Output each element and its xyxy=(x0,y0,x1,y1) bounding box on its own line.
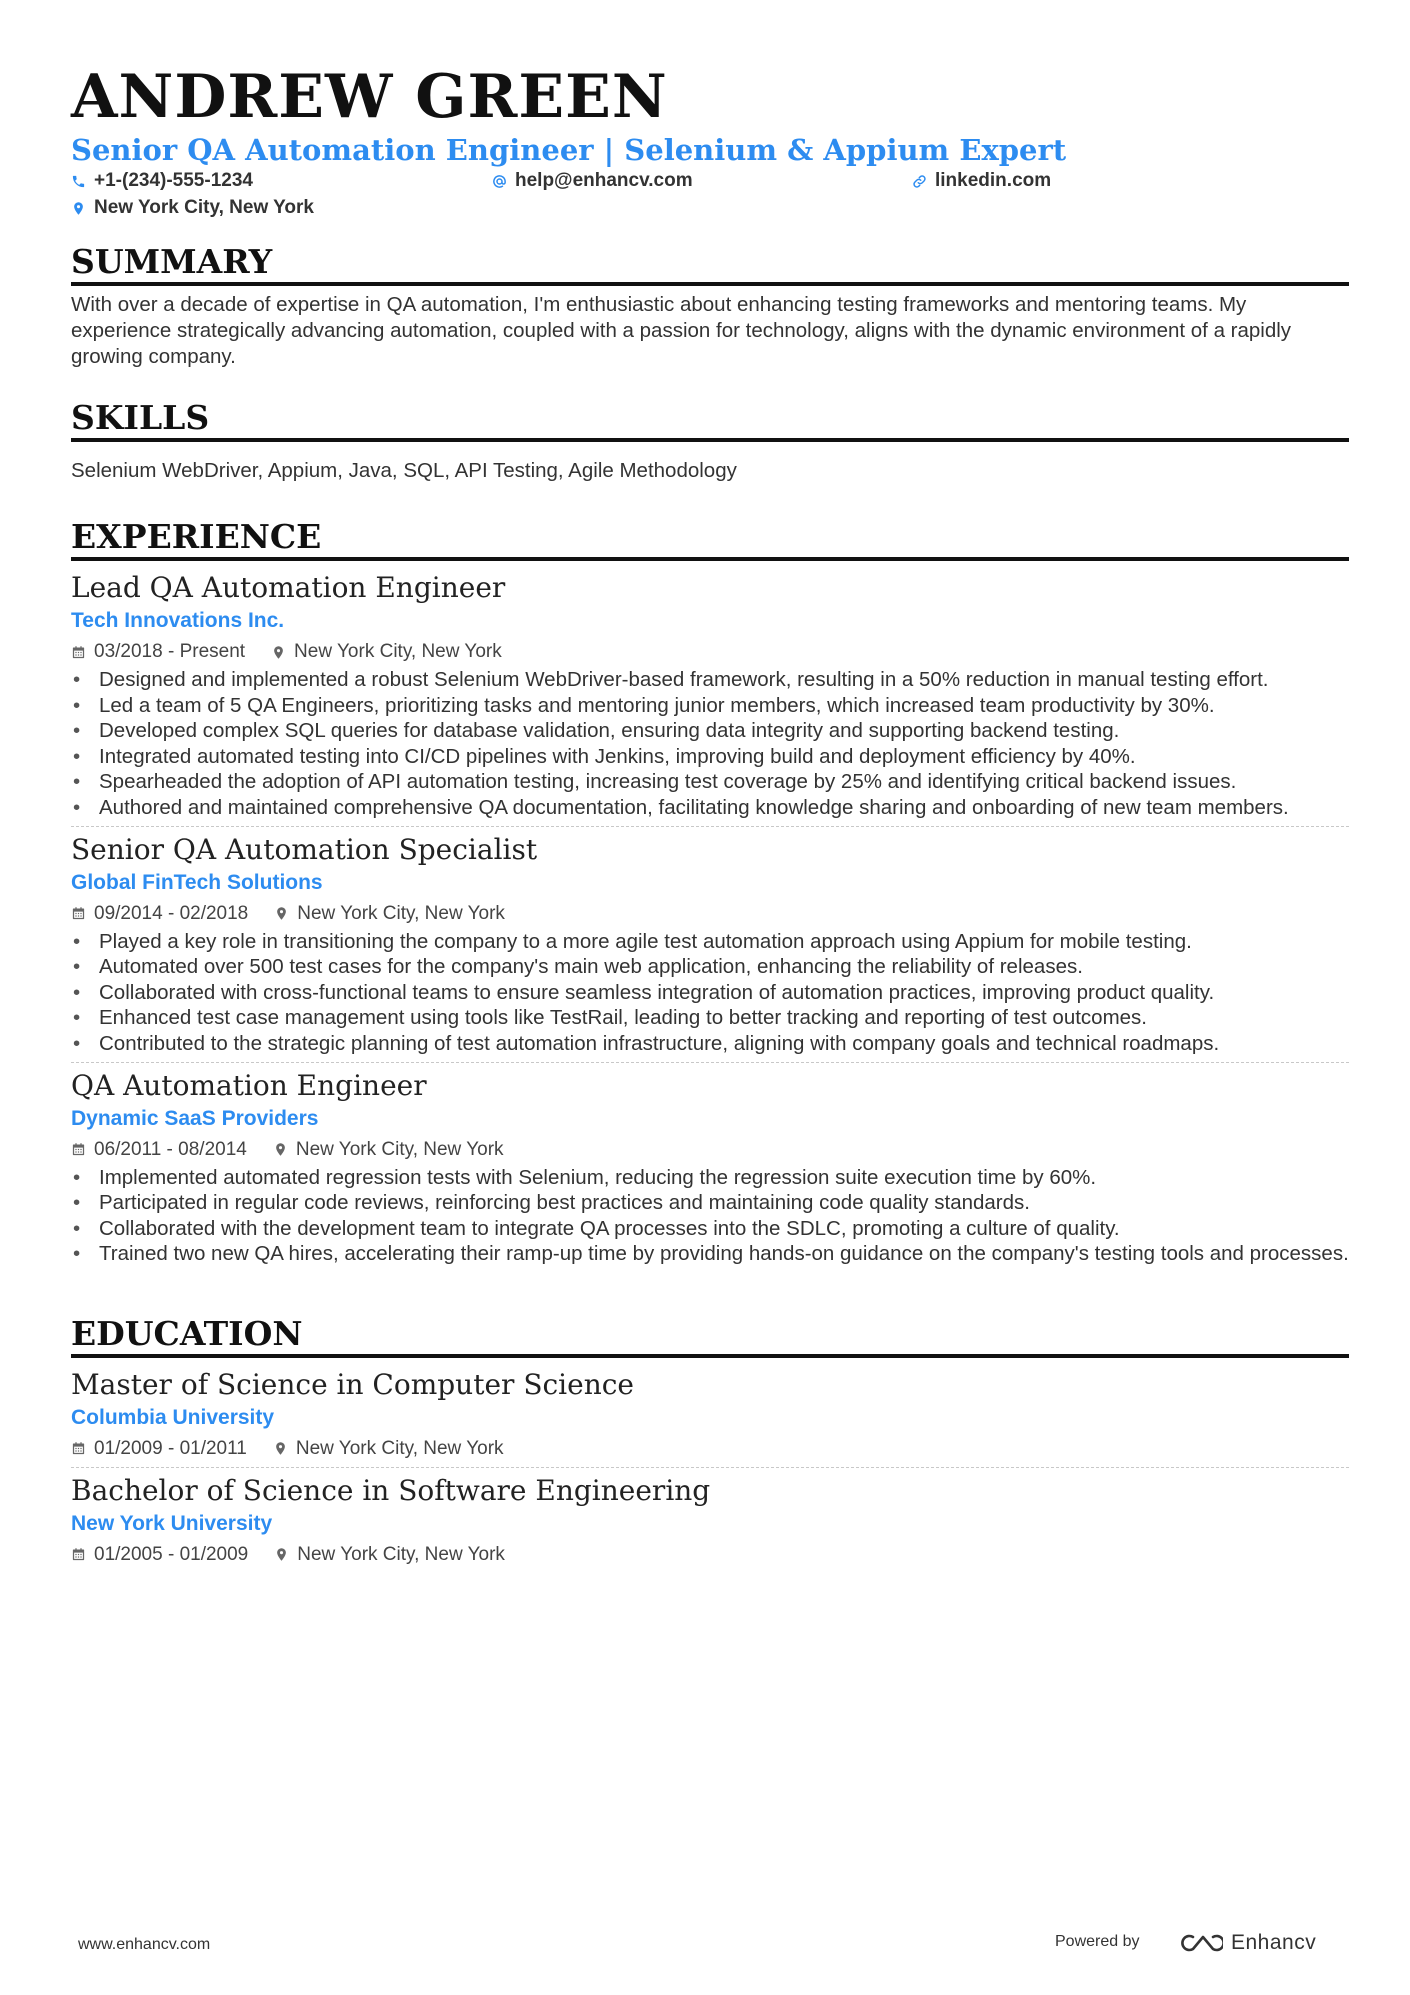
summary-section xyxy=(71,242,1349,370)
phone-text: +1-(234)-555-1234 xyxy=(94,170,253,191)
skills-section xyxy=(71,398,1349,484)
experience-section xyxy=(71,517,1349,1272)
company-name: Dynamic SaaS Providers xyxy=(71,1106,319,1130)
summary-title: SUMMARY xyxy=(71,242,1349,286)
degree-title: Bachelor of Science in Software Engineering xyxy=(71,1473,711,1507)
experience-bullet: • Led a team of 5 QA Engineers, prioritizing tasks and mentoring junior members, which increased team productivity by 30%. xyxy=(71,693,1349,719)
experience-title: EXPERIENCE xyxy=(71,517,1349,561)
experience-bullet: • Participated in regular code reviews, reinforcing best practices and maintaining code quality standards. xyxy=(71,1190,1349,1216)
enhancv-logo-icon xyxy=(1177,1930,1223,1956)
dates-text: 01/2009 - 01/2011 xyxy=(94,1437,247,1459)
dates-text: 06/2011 - 08/2014 xyxy=(94,1138,247,1160)
at-sign-icon xyxy=(492,174,507,189)
experience-list xyxy=(71,561,1349,1272)
experience-entry xyxy=(71,561,1349,826)
location-pin-icon xyxy=(273,1142,288,1157)
resume-header xyxy=(71,62,1349,226)
company-name: Global FinTech Solutions xyxy=(71,870,323,894)
experience-bullet: • Automated over 500 test cases for the company's main web application, enhancing the reliability of releases. xyxy=(71,954,1349,980)
calendar-icon xyxy=(71,1441,86,1456)
summary-text: With over a decade of expertise in QA automation, I'm enthusiastic about enhancing testing frameworks and mentoring teams. My experience strategically advancing automation, coupled with a passion for technology, aligns with the dynamic environment of a rapidly growing company. xyxy=(71,293,1292,368)
footer-brand: Enhancv xyxy=(1231,1931,1317,1954)
contact-email[interactable] xyxy=(492,170,693,192)
education-entry xyxy=(71,1467,1349,1573)
location-text: New York City, New York xyxy=(294,641,502,662)
school-name: New York University xyxy=(71,1511,273,1535)
entry-meta xyxy=(71,639,1349,665)
page-footer xyxy=(0,1930,1410,1970)
experience-bullet: • Designed and implemented a robust Selenium WebDriver-based framework, resulting in a 50% reduction in manual testing effort. xyxy=(71,667,1349,693)
experience-bullets xyxy=(71,1165,1349,1267)
experience-bullet: • Collaborated with cross-functional teams to ensure seamless integration of automation practices, improving product quality. xyxy=(71,980,1349,1006)
dates-text: 03/2018 - Present xyxy=(94,641,246,662)
entry-dates xyxy=(71,1436,247,1462)
location-text: New York City, New York xyxy=(297,1543,505,1565)
contact-link[interactable] xyxy=(912,170,1051,192)
contact-phone xyxy=(71,170,253,192)
entry-meta xyxy=(71,1137,1349,1163)
school-name: Columbia University xyxy=(71,1405,275,1429)
footer-powered-by: Powered by xyxy=(1055,1933,1140,1950)
experience-bullet: • Authored and maintained comprehensive QA documentation, facilitating knowledge sharing and onboarding of new team members. xyxy=(71,795,1349,821)
entry-meta xyxy=(71,901,1349,927)
contact-info xyxy=(71,170,1349,226)
experience-bullet: • Enhanced test case management using tools like TestRail, leading to better tracking and reporting of test outcomes. xyxy=(71,1005,1349,1031)
skills-title: SKILLS xyxy=(71,398,1349,442)
entry-location xyxy=(271,639,502,665)
location-pin-icon xyxy=(273,1441,288,1456)
entry-meta xyxy=(71,1542,1349,1568)
contact-location xyxy=(71,197,314,219)
experience-bullet: • Implemented automated regression tests with Selenium, reducing the regression suite execution time by 60%. xyxy=(71,1165,1349,1191)
entry-location xyxy=(273,1137,504,1163)
education-entry xyxy=(71,1358,1349,1467)
education-list xyxy=(71,1358,1349,1573)
experience-entry xyxy=(71,826,1349,1062)
location-text: New York City, New York xyxy=(94,197,314,218)
job-title: QA Automation Engineer xyxy=(71,1068,427,1102)
entry-location xyxy=(274,901,505,927)
location-text: New York City, New York xyxy=(295,1138,504,1160)
dates-text: 01/2005 - 01/2009 xyxy=(94,1543,249,1565)
entry-location xyxy=(274,1542,505,1568)
link-text: linkedin.com xyxy=(935,170,1052,191)
location-text: New York City, New York xyxy=(297,902,505,924)
calendar-icon xyxy=(71,1142,86,1157)
footer-website[interactable]: www.enhancv.com xyxy=(78,1936,211,1953)
entry-meta xyxy=(71,1436,1349,1462)
calendar-icon xyxy=(71,906,86,921)
resume-page xyxy=(71,62,1349,1573)
candidate-name: ANDREW GREEN xyxy=(71,62,668,132)
location-pin-icon xyxy=(274,906,289,921)
education-section xyxy=(71,1314,1349,1573)
experience-bullet: • Integrated automated testing into CI/CD pipelines with Jenkins, improving build and deployment efficiency by 40%. xyxy=(71,744,1349,770)
experience-bullet: • Spearheaded the adoption of API automation testing, increasing test coverage by 25% and identifying critical backend issues. xyxy=(71,769,1349,795)
calendar-icon xyxy=(71,645,86,660)
experience-bullet: • Trained two new QA hires, accelerating their ramp-up time by providing hands-on guidance on the company's testing tools and processes. xyxy=(71,1241,1349,1267)
job-title: Senior QA Automation Specialist xyxy=(71,832,538,866)
degree-title: Master of Science in Computer Science xyxy=(71,1367,634,1401)
location-pin-icon xyxy=(271,645,286,660)
link-icon xyxy=(912,174,927,189)
experience-bullets xyxy=(71,929,1349,1057)
education-title: EDUCATION xyxy=(71,1314,1349,1358)
calendar-icon xyxy=(71,1547,86,1562)
entry-location xyxy=(273,1436,504,1462)
phone-icon xyxy=(71,174,86,189)
experience-bullet: • Collaborated with the development team to integrate QA processes into the SDLC, promoting a culture of quality. xyxy=(71,1216,1349,1242)
job-title: Lead QA Automation Engineer xyxy=(71,571,506,604)
location-pin-icon xyxy=(274,1547,289,1562)
entry-dates xyxy=(71,639,245,665)
enhancv-logo[interactable] xyxy=(1177,1930,1316,1956)
experience-entry xyxy=(71,1062,1349,1272)
dates-text: 09/2014 - 02/2018 xyxy=(94,902,249,924)
location-text: New York City, New York xyxy=(295,1437,504,1459)
skills-text: Selenium WebDriver, Appium, Java, SQL, API Testing, Agile Methodology xyxy=(71,459,737,482)
entry-dates xyxy=(71,901,248,927)
entry-dates xyxy=(71,1137,247,1163)
entry-dates xyxy=(71,1542,248,1568)
company-name: Tech Innovations Inc. xyxy=(71,609,285,632)
location-pin-icon xyxy=(71,201,86,216)
experience-bullet: • Contributed to the strategic planning of test automation infrastructure, aligning with company goals and technical roadmaps. xyxy=(71,1031,1349,1057)
candidate-headline: Senior QA Automation Engineer | Selenium & Appium Expert xyxy=(71,133,1067,167)
experience-bullets xyxy=(71,667,1349,821)
email-text: help@enhancv.com xyxy=(515,170,693,191)
experience-bullet: • Played a key role in transitioning the company to a more agile test automation approach using Appium for mobile testing. xyxy=(71,929,1349,955)
experience-bullet: • Developed complex SQL queries for database validation, ensuring data integrity and supporting backend testing. xyxy=(71,718,1349,744)
